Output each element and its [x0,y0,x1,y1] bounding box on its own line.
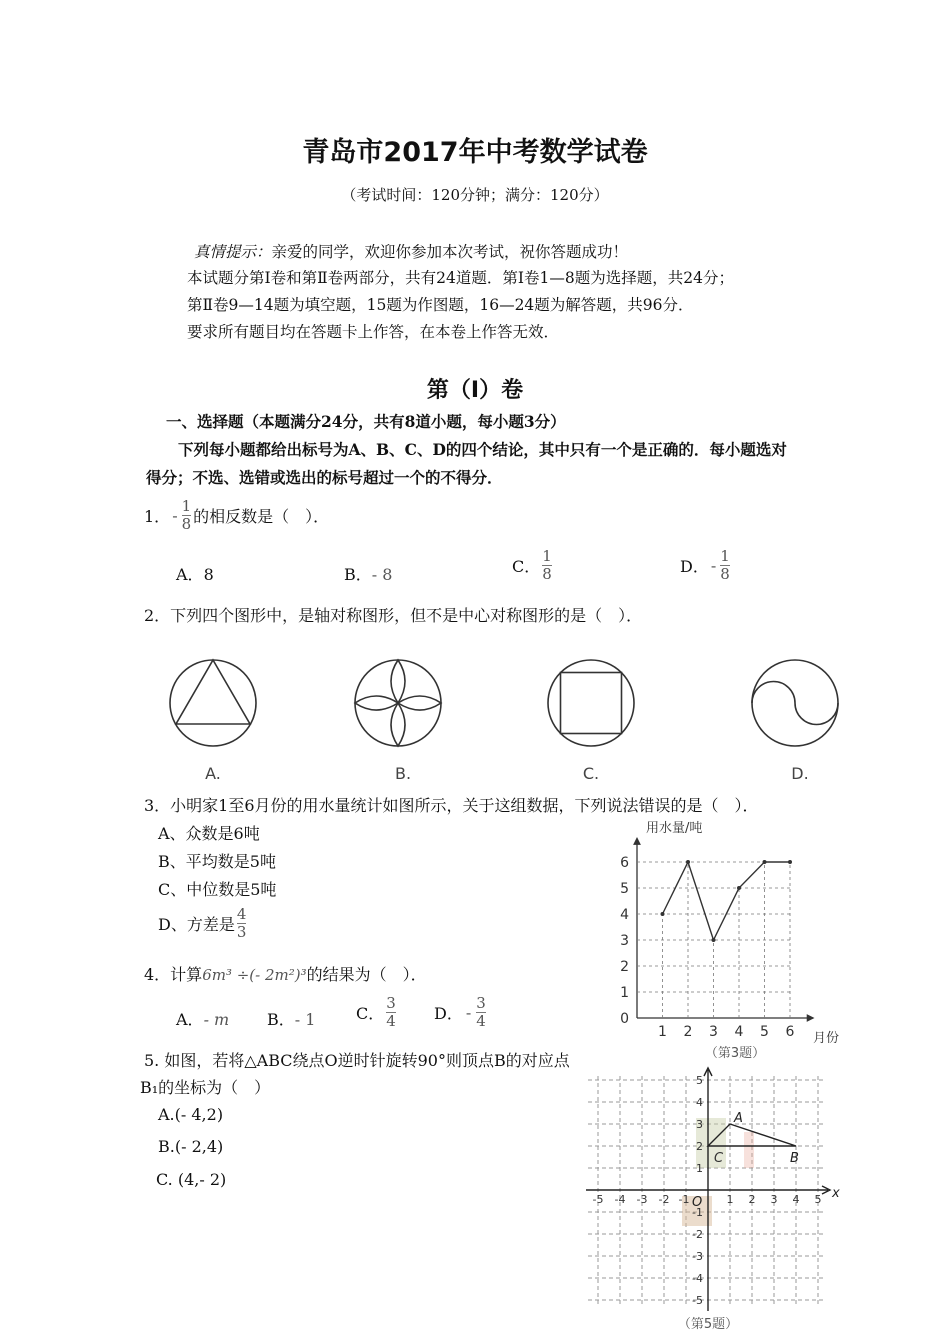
q3-option-c[interactable]: C、中位数是5吨 [158,880,277,899]
label-point-c: C [714,1151,724,1166]
chart-data-point [686,860,690,864]
q4-suffix: 的结果为（ ）． [306,965,427,984]
chart-data-point [661,912,665,916]
chart-x-label: 月份 [813,1031,840,1046]
chart-y-tick-label: 0 [620,1011,629,1027]
svg-text:1: 1 [696,1162,703,1175]
label-x-axis: x [832,1186,840,1201]
chart-series-line [663,862,791,940]
q1-denominator: 8 [181,515,192,533]
question-5-stem-2: B₁的坐标为（ ） [140,1078,271,1097]
chart-caption: （第3题） [704,1046,766,1061]
shape-b-circle-petals[interactable] [355,660,441,746]
svg-text:-1: -1 [692,1206,703,1219]
chart-y-tick-label: 2 [620,959,629,975]
svg-text:4: 4 [792,1193,800,1206]
shape-label-c: C. [582,764,600,783]
axes [586,1068,830,1311]
svg-text:1: 1 [726,1193,734,1206]
question-4-stem [144,962,427,985]
shape-label-b: B. [394,764,412,783]
chart-y-tick-label: 3 [620,933,629,949]
chart-marks [661,860,793,942]
q4-option-b[interactable]: B．- 1 [267,1010,316,1029]
chart-data-point [737,886,741,890]
question-5-stem-1: 5. 如图，若将△ABC绕点O逆时针旋转90°则顶点B的对应点 [144,1051,570,1070]
q4-option-d[interactable]: D． - $\frac{3}{4}$ [434,994,486,1030]
chart-y-tick-label: 1 [620,985,629,1001]
grid-lines [588,1076,823,1306]
shape-label-a: A. [205,764,221,783]
q1-option-b[interactable]: B．- 8 [344,565,393,584]
exam-info: （考试时间：120分钟；满分：120分） [341,186,609,204]
shape-d-circle-s-curve[interactable] [752,660,838,746]
q2-shapes [160,650,860,785]
q1-option-c[interactable]: C． $\frac{1}{8}$ [512,547,552,583]
chart-x-tick-label: 1 [658,1024,667,1040]
question-1-stem [144,498,329,533]
chart-y-tick-label: 5 [620,881,629,897]
q1-numerator: 1 [181,497,192,515]
svg-text:2: 2 [748,1193,756,1206]
chart-x-tick-label: 6 [785,1024,795,1040]
svg-text:3: 3 [770,1193,778,1206]
q1-option-a[interactable]: A．8 [176,565,214,584]
q3-option-d[interactable]: D、方差是 $\frac{4}{3}$ [158,905,247,941]
q4-expression: 6m³ ÷(- 2m²)³ [202,966,307,984]
chart-data-point [763,860,767,864]
q1-option-d[interactable]: D． - $\frac{1}{8}$ [680,547,730,583]
q1-neg-sign: - [172,506,178,525]
page-title: 青岛市2017年中考数学试卷 [302,137,648,168]
shade-blob-3 [744,1132,754,1168]
q3-option-b[interactable]: B、平均数是5吨 [158,852,276,871]
shape-a-circle-triangle[interactable] [170,660,256,746]
svg-text:-3: -3 [636,1193,648,1206]
q4-prefix: 4．计算 [144,965,203,984]
chart-data-point [788,860,792,864]
chart-y-tick-label: 4 [620,907,629,923]
q1-number: 1． [144,507,171,526]
chart-x-tick-label: 4 [734,1024,744,1040]
chart-data-point [712,938,716,942]
q5-option-a[interactable]: A.(- 4,2) [158,1105,224,1124]
svg-text:-2: -2 [658,1193,670,1206]
chart-ticks [620,855,794,1040]
svg-text:5: 5 [696,1074,703,1087]
grid-caption: （第5题） [677,1317,739,1332]
chart-y-tick-label: 6 [620,855,629,871]
svg-text:-5: -5 [692,1294,703,1307]
svg-text:3: 3 [696,1118,703,1131]
svg-text:5: 5 [814,1193,822,1206]
svg-text:-1: -1 [678,1193,690,1206]
q5-option-b[interactable]: B.(- 2,4) [158,1137,224,1156]
q5-option-c[interactable]: C. (4,- 2) [156,1170,227,1189]
chart-y-label: 用水量/吨 [646,821,703,836]
svg-text:-4: -4 [614,1193,626,1206]
svg-text:-5: -5 [592,1193,604,1206]
chart-x-tick-label: 5 [760,1024,769,1040]
section-instruction-1: 下列每小题都给出标号为A、B、C、D的四个结论，其中只有一个是正确的．每小题选对 [178,440,787,459]
label-origin: O [692,1195,703,1210]
svg-text:2: 2 [696,1140,703,1153]
shape-label-d: D. [791,764,809,783]
question-2-stem: 2．下列四个图形中，是轴对称图形，但不是中心对称图形的是（ ）． [144,606,643,625]
water-usage-chart [610,812,850,1062]
section-heading: 一、选择题（本题满分24分，共有8道小题，每小题3分） [166,412,566,431]
shape-c-circle-square[interactable] [548,660,634,746]
svg-text:-2: -2 [692,1228,703,1241]
q1-fraction [182,498,192,533]
notice-line1 [194,240,628,262]
q4-option-a[interactable]: A．- m [176,1010,230,1029]
section-instruction-2: 得分；不选、选错或选出的标号超过一个的不得分． [146,468,503,487]
svg-text:-4: -4 [692,1272,703,1285]
notice-greeting: 亲爱的同学，欢迎你参加本次考试，祝你答题成功！ [271,243,629,261]
q1-text: 的相反数是（ ）． [193,507,330,526]
q3-option-a[interactable]: A、众数是6吨 [158,824,260,843]
notice-line3: 第Ⅱ卷9—14题为填空题，15题为作图题，16—24题为解答题，共96分． [187,296,694,314]
chart-x-tick-label: 2 [683,1024,693,1040]
svg-text:4: 4 [696,1096,703,1109]
section-title: 第（Ⅰ）卷 [426,378,524,403]
q4-option-c[interactable]: C． $\frac{3}{4}$ [356,994,396,1030]
label-point-a: A [734,1111,743,1126]
notice-line4: 要求所有题目均在答题卡上作答，在本卷上作答无效． [187,323,560,341]
question-3-stem: 3．小明家1至6月份的用水量统计如图所示，关于这组数据，下列说法错误的是（ ）． [144,796,759,815]
chart-axes [637,839,813,1018]
chart-x-tick-label: 3 [709,1024,718,1040]
notice-label: 真情提示： [194,243,272,261]
notice-line2: 本试题分第Ⅰ卷和第Ⅱ卷两部分，共有24道题．第Ⅰ卷1—8题为选择题，共24分； [187,269,734,287]
svg-text:-3: -3 [692,1250,703,1263]
q5-coordinate-grid [578,1066,843,1341]
label-point-b: B [790,1151,799,1166]
